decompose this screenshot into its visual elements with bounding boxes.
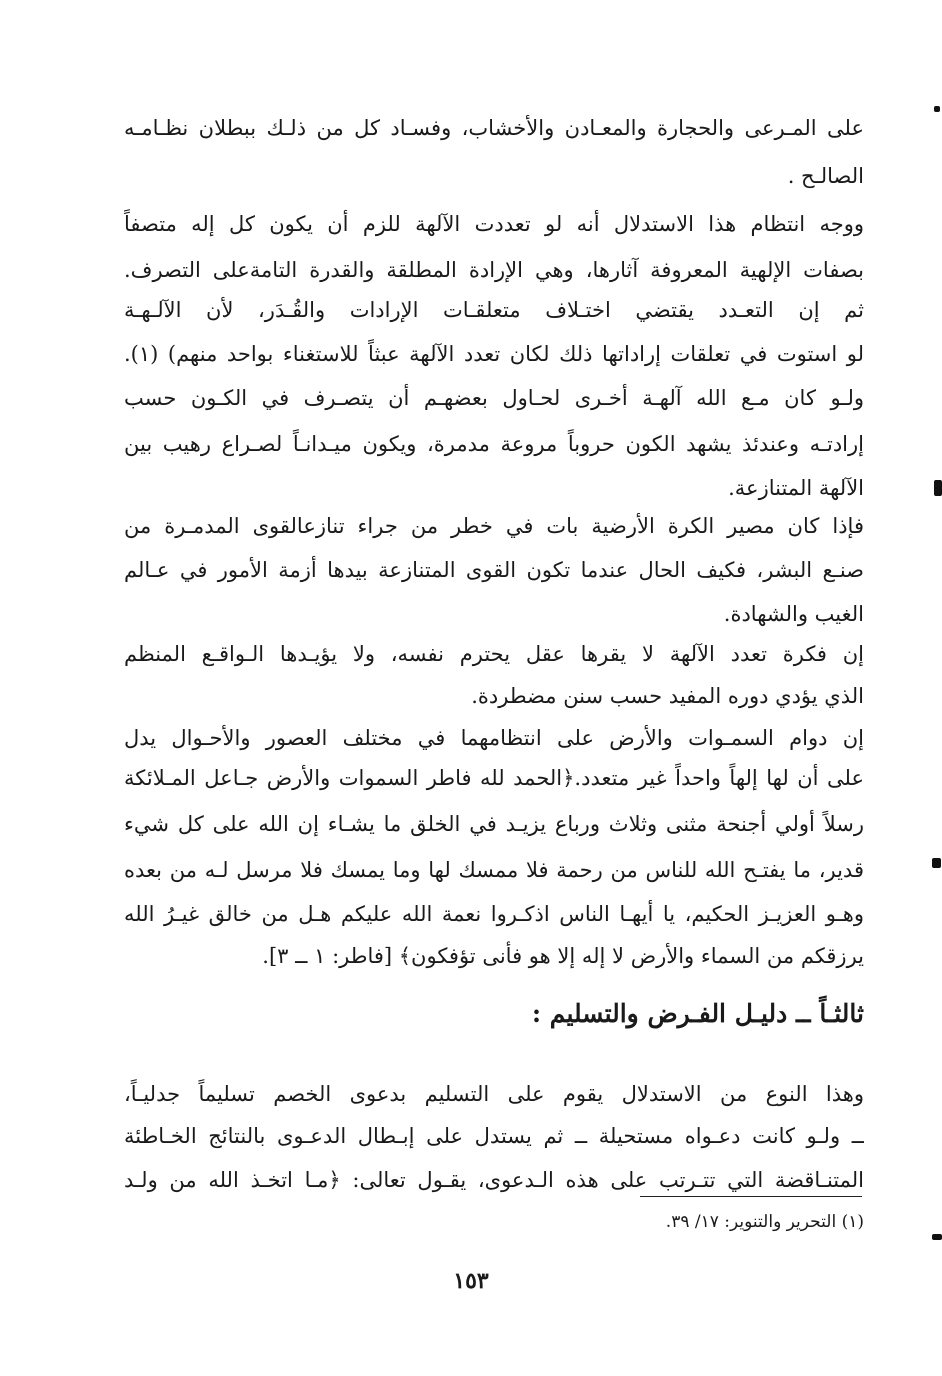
text-line-7: ولـو كان مـع الله آلهـة أخـرى لحـاول بعضهـم أن يتصـرف في الكـون حسب (124, 386, 864, 410)
text-line-19: وهـو العزيـز الحكيم، يا أيهـا الناس اذكـروا نعمة الله عليكم هـل من خالق غيـرُ الله (124, 902, 864, 926)
text-line-6: لو استوت في تعلقات إراداتها ذلك لكان تعدد الآلهة عبثاً للاستغناء بواحد منهم) (١). (124, 342, 864, 366)
margin-mark (932, 858, 941, 868)
margin-mark (932, 1234, 942, 1240)
footnote-divider (640, 1196, 862, 1197)
text-line-16: على أن لها إلهاً واحداً غير متعدد.﴿الحمد لله فاطر السموات والأرض جـاعل المـلائكة (124, 766, 864, 790)
text-line-15: إن دوام السمـوات والأرض على انتظامهما في مختلف العصور والأحـوال يدل (124, 726, 864, 750)
text-line-20: يرزقكم من السماء والأرض لا إله إلا هو فأنى تؤفكون﴾ [فاطر: ١ ــ ٣]. (262, 944, 864, 968)
text-line-9: الآلهة المتنازعة. (728, 476, 864, 500)
text-line-2: الصالـح . (787, 164, 864, 188)
text-line-8: إرادتـه وعندئذ يشهد الكون حروباً مروعة مدمرة، ويكون ميـدانـاً لصـراع رهيب بين (124, 432, 864, 456)
text-line-17: رسلاً أولي أجنحة مثنى وثلاث ورباع يزيـد في الخلق ما يشـاء إن الله على كل شيء (124, 812, 864, 836)
text-line-23: المتنـاقضة التي تتـرتب على هذه الـدعوى، يقـول تعالى: ﴿مـا اتخـذ الله من ولـد (124, 1168, 864, 1192)
section-heading: ثالثـاً ــ دليـل الفـرض والتسليم : (531, 999, 864, 1028)
text-line-11: صنـع البشر، فكيف الحال عندما تكون القوى المتنازعة بيدها أزمة الأمور في عـالم (124, 558, 864, 582)
margin-mark (934, 480, 942, 496)
text-line-21: وهذا النوع من الاستدلال يقوم على التسليم بدعوى الخصم تسليماً جدليـاً، (124, 1082, 864, 1106)
text-line-22: ــ ولـو كانت دعـواه مستحيلة ــ ثم يستدل على إبـطال الدعـوى بالنتائج الخـاطئة (124, 1124, 864, 1148)
margin-mark (934, 106, 940, 112)
text-line-4: بصفات الإلهية المعروفة آثارها، وهي الإرادة المطلقة والقدرة التامةعلى التصرف. (124, 258, 864, 282)
footnote: (١) التحرير والتنوير: ١٧/ ٣٩. (665, 1212, 864, 1232)
text-line-14: الذي يؤدي دوره المفيد حسب سنن مضطردة. (471, 684, 864, 708)
page-number: ١٥٣ (453, 1268, 489, 1294)
text-line-10: فإذا كان مصير الكرة الأرضية بات في خطر من جراء تنازعالقوى المدمـرة من (124, 514, 864, 538)
text-line-12: الغيب والشهادة. (723, 602, 864, 626)
text-line-13: إن فكرة تعدد الآلهة لا يقرها عقل يحترم نفسه، ولا يؤيـدها الـواقـع المنظم (124, 642, 864, 666)
text-line-1: على المـرعى والحجارة والمعـادن والأخشاب، وفسـاد كل من ذلـك ببطلان نظـامـه (124, 116, 864, 140)
text-line-18: قدير، ما يفتـح الله للناس من رحمة فلا ممسك لها وما يمسك فلا مرسل لـه من بعده (124, 858, 864, 882)
text-line-5: ثم إن التعـدد يقتضي اختـلاف متعلقـات الإرادات والقُـدَر، لأن الآلـهـة (124, 298, 864, 322)
text-line-3: ووجه انتظام هذا الاستدلال أنه لو تعددت الآلهة للزم أن يكون كل إله متصفاً (124, 212, 864, 236)
